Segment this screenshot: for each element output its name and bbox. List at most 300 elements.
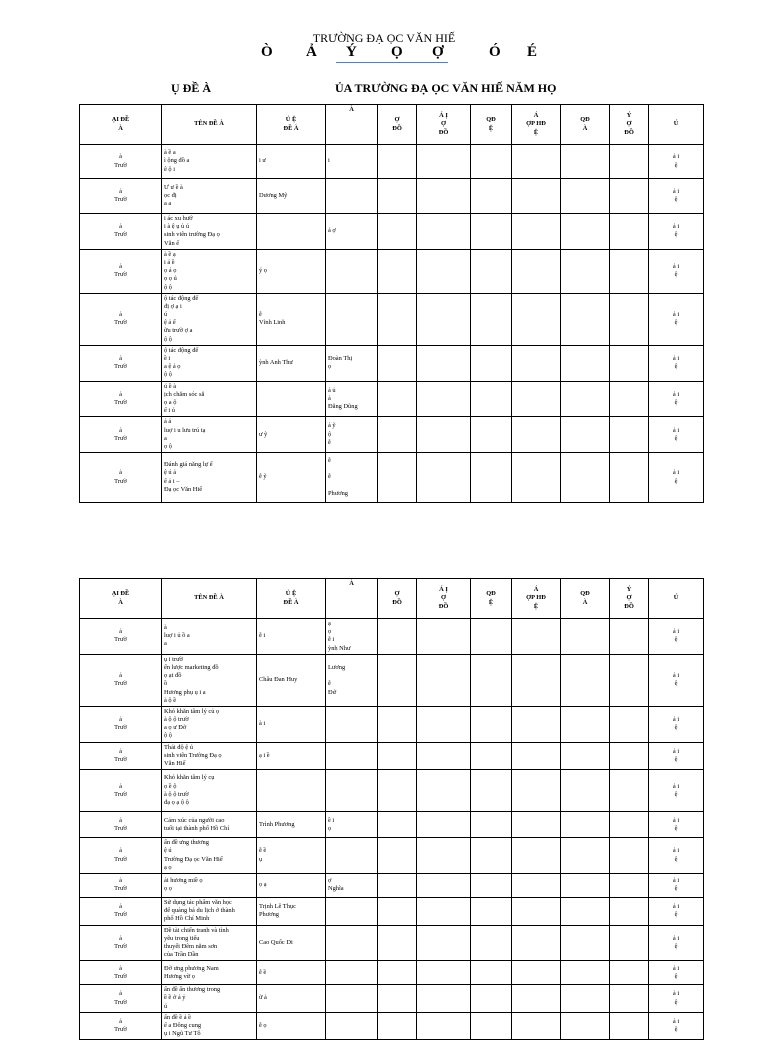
empty-cell xyxy=(417,961,471,985)
empty-cell xyxy=(471,985,512,1013)
topic-name-text: Cảm xúc của người cao tuổi tại thành phố Hồ Chí xyxy=(164,816,230,832)
note-cell xyxy=(649,1012,704,1040)
empty-cell xyxy=(378,838,417,874)
empty-cell xyxy=(378,812,417,838)
topic-name-text: à ề a ì ộng đồ a ê ộ i xyxy=(164,149,190,173)
col-header: Ủ Ệ ĐỀ À xyxy=(257,105,326,145)
empty-cell xyxy=(417,742,471,770)
note-text: ả i ệ xyxy=(672,469,680,485)
lead-author-text: Trịnh Lê Thục Phương xyxy=(259,903,296,919)
col-header: QĐ À xyxy=(561,579,610,619)
member-cell xyxy=(326,654,378,706)
empty-cell xyxy=(417,619,471,655)
table-row xyxy=(80,345,704,381)
lead-author-text: ễ ề xyxy=(259,968,267,976)
topic-name-cell xyxy=(162,179,257,214)
lead-author-cell xyxy=(257,897,326,925)
member-cell xyxy=(326,417,378,453)
col-header: À xyxy=(326,579,378,619)
title-fragment: É xyxy=(527,44,538,60)
empty-cell xyxy=(471,453,512,503)
empty-cell xyxy=(512,812,561,838)
member-cell xyxy=(326,812,378,838)
empty-cell xyxy=(512,742,561,770)
lead-author-text: ỳnh Anh Thư xyxy=(259,359,293,367)
note-text: ả i ệ xyxy=(672,816,680,832)
lead-author-cell xyxy=(257,812,326,838)
topic-name-text: Đờ ưng phương Nam Hương vừ ọ xyxy=(164,964,219,980)
empty-cell xyxy=(512,619,561,655)
table-row xyxy=(80,812,704,838)
lead-author-cell xyxy=(257,961,326,985)
topic-name-text: i ác xu hướ i à ệ ụ ủ ú sinh viên trường Đạ ọ Văn ế xyxy=(164,215,220,247)
topic-name-text: Khó khăn tâm lý cụ ọ ề ộ à ộ ộ trườ đạ ọ ạ ộ ộ xyxy=(164,774,215,806)
empty-cell xyxy=(561,897,610,925)
empty-cell xyxy=(561,1012,610,1040)
topic-type-text: ả Trườ xyxy=(114,187,127,203)
note-text: ả i ệ xyxy=(672,990,680,1006)
col-header: TÊN ĐỀ À xyxy=(162,579,257,619)
topic-type-text: ả Trườ xyxy=(114,964,127,980)
topic-type-cell xyxy=(80,293,162,345)
table-row xyxy=(80,619,704,655)
member-cell xyxy=(326,453,378,503)
col-header: QĐ À xyxy=(561,105,610,145)
topic-name-text: ấn đề ề ả ề ể a Đông cung ụ i Ngũ Tư Tô xyxy=(164,1013,202,1038)
topic-type-cell xyxy=(80,654,162,706)
lead-author-cell xyxy=(257,925,326,961)
empty-cell xyxy=(561,345,610,381)
empty-cell xyxy=(378,1012,417,1040)
topic-type-text: ả Trườ xyxy=(114,469,127,485)
note-cell xyxy=(649,812,704,838)
empty-cell xyxy=(378,453,417,503)
school-name: TRƯỜNG ĐẠ ỌC VĂN HIẾ xyxy=(312,31,456,45)
lead-author-text: ễ ề ụ xyxy=(259,847,267,863)
empty-cell xyxy=(512,873,561,897)
topic-type-cell xyxy=(80,742,162,770)
empty-cell xyxy=(471,770,512,812)
document-title xyxy=(0,44,768,64)
empty-cell xyxy=(471,925,512,961)
lead-author-cell xyxy=(257,381,326,417)
note-text: ả i ệ xyxy=(672,355,680,371)
topic-name-text: Thái độ ệ ú sinh viên Trường Đạ ọ Văn Hiế xyxy=(164,743,222,767)
col-header: Ú xyxy=(649,105,704,145)
table-row xyxy=(80,706,704,742)
lead-author-cell xyxy=(257,293,326,345)
subtitle-right: ỦA TRƯỜNG ĐẠ ỌC VĂN HIẾ NĂM HỌ xyxy=(335,81,557,95)
table-row xyxy=(80,381,704,417)
empty-cell xyxy=(561,249,610,293)
member-cell xyxy=(326,706,378,742)
table-row xyxy=(80,838,704,874)
table-row xyxy=(80,293,704,345)
topic-name-text: à ề ạ i ả ề ọ ả ọ ọ ọ ú ộ ộ xyxy=(164,250,177,291)
note-text: ả i ệ xyxy=(672,426,680,442)
empty-cell xyxy=(610,812,649,838)
topic-name-text: Đánh giá năng lự ế ệ ú ả ế ả i – Đạ ọc Văn Hiế xyxy=(164,461,213,493)
topic-type-text: ả Trườ xyxy=(114,747,127,763)
empty-cell xyxy=(417,873,471,897)
empty-cell xyxy=(471,706,512,742)
topic-name-cell xyxy=(162,145,257,179)
topic-type-text: ả Trườ xyxy=(114,934,127,950)
topic-name-text: ấn đề ưng thương ệ ú Trường Đạ ọc Văn Hiế ạ ọ xyxy=(164,839,223,871)
empty-cell xyxy=(610,293,649,345)
empty-cell xyxy=(378,381,417,417)
topic-name-cell xyxy=(162,1012,257,1040)
empty-cell xyxy=(471,381,512,417)
table-row xyxy=(80,770,704,812)
empty-cell xyxy=(417,145,471,179)
lead-author-text: ạ i ề xyxy=(259,751,270,759)
topic-type-cell xyxy=(80,345,162,381)
member-text: ễ ễ Phương xyxy=(328,457,348,497)
empty-cell xyxy=(512,770,561,812)
empty-cell xyxy=(610,249,649,293)
topic-type-text: ả Trườ xyxy=(114,223,127,239)
topic-type-text: ả Trườ xyxy=(114,782,127,798)
topic-name-cell xyxy=(162,214,257,250)
lead-author-cell xyxy=(257,706,326,742)
empty-cell xyxy=(378,742,417,770)
empty-cell xyxy=(378,249,417,293)
topic-type-cell xyxy=(80,925,162,961)
topic-name-text: à luợ i ủ ồ a a xyxy=(164,624,190,648)
empty-cell xyxy=(610,654,649,706)
empty-cell xyxy=(471,654,512,706)
member-cell xyxy=(326,897,378,925)
note-text: ả i ệ xyxy=(672,223,680,239)
lead-author-text: Châu Đan Huy xyxy=(259,676,298,684)
member-text: i xyxy=(328,157,330,165)
empty-cell xyxy=(512,838,561,874)
empty-cell xyxy=(417,179,471,214)
empty-cell xyxy=(512,345,561,381)
empty-cell xyxy=(378,293,417,345)
table-row xyxy=(80,453,704,503)
table-row xyxy=(80,742,704,770)
empty-cell xyxy=(512,417,561,453)
topic-name-text: Khó khăn tâm lý củ ọ à ộ ộ trườ a ọ ư Đờ ộ ộ xyxy=(164,707,220,740)
lead-author-text: ọ ạ xyxy=(259,881,267,889)
topic-name-cell xyxy=(162,838,257,874)
topic-name-cell xyxy=(162,654,257,706)
topic-name-cell xyxy=(162,985,257,1013)
topic-name-cell xyxy=(162,742,257,770)
note-text: ả i ệ xyxy=(672,903,680,919)
topic-type-text: ả Trườ xyxy=(114,816,127,832)
topic-type-cell xyxy=(80,214,162,250)
table-row xyxy=(80,961,704,985)
topic-type-text: ả Trườ xyxy=(114,877,127,893)
note-cell xyxy=(649,381,704,417)
lead-author-text: ễ ọ xyxy=(259,1022,267,1029)
member-text: ả ỹ ộ ễ xyxy=(328,422,336,446)
empty-cell xyxy=(471,619,512,655)
empty-cell xyxy=(417,293,471,345)
lead-author-text: Trình Phương xyxy=(259,820,295,828)
topic-name-cell xyxy=(162,293,257,345)
empty-cell xyxy=(610,838,649,874)
topic-name-cell xyxy=(162,249,257,293)
topics-table-2 xyxy=(79,578,704,1040)
topic-name-text: Đề tài chiến tranh và tình yêu trong tiểu thuyết Đêm nằm sơn của Trần Dần xyxy=(164,926,229,959)
member-text: ợ Nghĩa xyxy=(328,877,344,893)
empty-cell xyxy=(417,925,471,961)
empty-cell xyxy=(610,873,649,897)
topic-type-cell xyxy=(80,1012,162,1040)
empty-cell xyxy=(610,417,649,453)
topic-type-cell xyxy=(80,985,162,1013)
empty-cell xyxy=(471,345,512,381)
empty-cell xyxy=(610,179,649,214)
topic-type-text: ả Trườ xyxy=(114,355,127,371)
empty-cell xyxy=(561,619,610,655)
empty-cell xyxy=(512,453,561,503)
empty-cell xyxy=(561,873,610,897)
title-fragment: Ọ xyxy=(391,44,403,60)
col-header: TÊN ĐỀ À xyxy=(162,105,257,145)
empty-cell xyxy=(610,706,649,742)
empty-cell xyxy=(417,417,471,453)
topic-type-text: ả Trườ xyxy=(114,390,127,406)
col-header: À xyxy=(326,105,378,145)
table-row xyxy=(80,145,704,179)
member-cell xyxy=(326,345,378,381)
topic-type-text: ả Trườ xyxy=(114,311,127,327)
note-text: ả i ệ xyxy=(672,747,680,763)
empty-cell xyxy=(417,654,471,706)
note-cell xyxy=(649,742,704,770)
member-cell xyxy=(326,381,378,417)
member-cell xyxy=(326,742,378,770)
empty-cell xyxy=(561,179,610,214)
lead-author-cell xyxy=(257,345,326,381)
empty-cell xyxy=(512,654,561,706)
member-cell xyxy=(326,293,378,345)
member-text: ả ủ ả Đăng Dũng xyxy=(328,386,358,411)
lead-author-cell xyxy=(257,770,326,812)
lead-author-cell xyxy=(257,873,326,897)
lead-author-text: ễ i xyxy=(259,632,266,640)
table-row xyxy=(80,179,704,214)
topic-type-cell xyxy=(80,897,162,925)
col-header: QĐ Ệ xyxy=(471,579,512,619)
empty-cell xyxy=(417,1012,471,1040)
table-row xyxy=(80,897,704,925)
empty-cell xyxy=(378,179,417,214)
member-text: Lương ễ Đứ xyxy=(328,663,346,696)
col-header: Ợ ĐỒ xyxy=(378,579,417,619)
title-fragment: Ợ xyxy=(432,44,444,60)
member-text: ề i ọ xyxy=(328,816,335,832)
note-cell xyxy=(649,770,704,812)
empty-cell xyxy=(561,293,610,345)
empty-cell xyxy=(417,985,471,1013)
empty-cell xyxy=(561,214,610,250)
topic-name-cell xyxy=(162,453,257,503)
note-cell xyxy=(649,706,704,742)
note-cell xyxy=(649,838,704,874)
lead-author-cell xyxy=(257,249,326,293)
empty-cell xyxy=(512,961,561,985)
empty-cell xyxy=(471,293,512,345)
empty-cell xyxy=(471,897,512,925)
topic-type-text: à Trườ xyxy=(114,153,127,169)
note-cell xyxy=(649,345,704,381)
lead-author-text: ễ ỹ xyxy=(259,473,267,481)
topic-type-cell xyxy=(80,417,162,453)
col-header: Á ỢP HĐ Ệ xyxy=(512,105,561,145)
member-cell xyxy=(326,145,378,179)
member-text: ả ợ xyxy=(328,227,336,235)
empty-cell xyxy=(561,145,610,179)
lead-author-text: ư ỹ xyxy=(259,430,268,438)
empty-cell xyxy=(471,145,512,179)
empty-cell xyxy=(471,961,512,985)
empty-cell xyxy=(378,961,417,985)
note-cell xyxy=(649,417,704,453)
note-cell xyxy=(649,985,704,1013)
lead-author-cell xyxy=(257,742,326,770)
empty-cell xyxy=(471,838,512,874)
col-header: ẠI ĐỀ À xyxy=(80,105,162,145)
note-text: ả i ệ xyxy=(672,782,680,798)
empty-cell xyxy=(610,742,649,770)
empty-cell xyxy=(610,1012,649,1040)
note-text: ả i ệ xyxy=(672,847,680,863)
topic-name-cell xyxy=(162,961,257,985)
empty-cell xyxy=(610,345,649,381)
note-text: ả i ệ xyxy=(672,1017,680,1034)
member-cell xyxy=(326,838,378,874)
col-header: Ú xyxy=(649,579,704,619)
topic-name-text: Sử dụng tác phẩm văn học để quảng bá du lịch ở thành phố Hồ Chí Minh xyxy=(164,898,235,923)
lead-author-text: ữ ả xyxy=(259,994,267,1002)
note-cell xyxy=(649,179,704,214)
table-header-row xyxy=(80,105,704,145)
topic-type-text: ả Trườ xyxy=(114,426,127,442)
empty-cell xyxy=(471,742,512,770)
col-header: Ý Ợ ĐỒ xyxy=(610,105,649,145)
col-header: Ợ ĐỒ xyxy=(378,105,417,145)
empty-cell xyxy=(561,961,610,985)
title-fragment: Ả xyxy=(306,44,317,60)
note-text: ả i ệ xyxy=(672,672,680,688)
empty-cell xyxy=(561,925,610,961)
empty-cell xyxy=(378,925,417,961)
empty-cell xyxy=(378,706,417,742)
topic-type-cell xyxy=(80,619,162,655)
topic-type-cell xyxy=(80,838,162,874)
topic-name-cell xyxy=(162,706,257,742)
member-cell xyxy=(326,214,378,250)
topic-name-cell xyxy=(162,812,257,838)
note-cell xyxy=(649,654,704,706)
note-text: ả i ệ xyxy=(672,263,680,279)
empty-cell xyxy=(378,417,417,453)
lead-author-cell xyxy=(257,1012,326,1040)
note-cell xyxy=(649,619,704,655)
empty-cell xyxy=(610,961,649,985)
member-text: ạ ọ ễ i ỳnh Như xyxy=(328,620,351,652)
topic-name-cell xyxy=(162,873,257,897)
empty-cell xyxy=(417,706,471,742)
empty-cell xyxy=(417,214,471,250)
empty-cell xyxy=(512,249,561,293)
note-text: ả i ệ xyxy=(672,934,680,950)
empty-cell xyxy=(471,417,512,453)
note-cell xyxy=(649,897,704,925)
lead-author-text: Cao Quốc Di xyxy=(259,938,293,946)
lead-author-text: ễ Vĩnh Linh xyxy=(259,311,286,327)
table-row xyxy=(80,654,704,706)
note-cell xyxy=(649,145,704,179)
topic-type-cell xyxy=(80,249,162,293)
empty-cell xyxy=(561,838,610,874)
col-header: Ý Ợ ĐỒ xyxy=(610,579,649,619)
empty-cell xyxy=(512,179,561,214)
topic-name-text: ộ tác động đế ề i a ệ ả ọ ộ ộ xyxy=(164,346,199,379)
subtitle-left: Ụ ĐỀ À xyxy=(171,81,212,95)
topic-type-text: ả Trườ xyxy=(114,263,127,279)
empty-cell xyxy=(471,1012,512,1040)
table-row xyxy=(80,985,704,1013)
table-row xyxy=(80,1012,704,1040)
col-header: Ủ Ệ ĐỀ À xyxy=(257,579,326,619)
title-fragment: Ý xyxy=(346,44,357,60)
note-cell xyxy=(649,925,704,961)
col-header: Á Ị Ợ ĐỒ xyxy=(417,579,471,619)
member-text: Đoàn Thị ọ xyxy=(328,355,353,371)
member-cell xyxy=(326,873,378,897)
note-text: ả i ệ xyxy=(672,716,680,732)
table-row xyxy=(80,925,704,961)
note-text: ả i ệ xyxy=(672,153,680,169)
topic-type-text: ả Trườ xyxy=(114,1017,127,1034)
lead-author-cell xyxy=(257,985,326,1013)
empty-cell xyxy=(471,873,512,897)
lead-author-cell xyxy=(257,619,326,655)
empty-cell xyxy=(610,145,649,179)
empty-cell xyxy=(561,453,610,503)
topic-type-text: ả Trườ xyxy=(114,990,127,1006)
member-cell xyxy=(326,770,378,812)
empty-cell xyxy=(378,897,417,925)
topic-name-text: ải hương miề ọ ọ ọ xyxy=(164,877,203,893)
member-cell xyxy=(326,961,378,985)
topic-name-text: ấn đề ấn thương trong ề ề ở ả ỷ ú xyxy=(164,986,221,1010)
member-cell xyxy=(326,1012,378,1040)
topic-name-cell xyxy=(162,619,257,655)
note-cell xyxy=(649,453,704,503)
document-subtitle xyxy=(0,81,768,99)
col-header: Á Ị Ợ ĐỒ xyxy=(417,105,471,145)
member-cell xyxy=(326,619,378,655)
empty-cell xyxy=(512,293,561,345)
empty-cell xyxy=(471,249,512,293)
empty-cell xyxy=(378,770,417,812)
empty-cell xyxy=(417,249,471,293)
topic-type-text: ả Trườ xyxy=(114,628,127,644)
empty-cell xyxy=(561,381,610,417)
empty-cell xyxy=(512,925,561,961)
empty-cell xyxy=(561,770,610,812)
topic-name-text: ả ả luợ i u lưu trú tạ a ọ ộ xyxy=(164,418,206,450)
empty-cell xyxy=(417,770,471,812)
